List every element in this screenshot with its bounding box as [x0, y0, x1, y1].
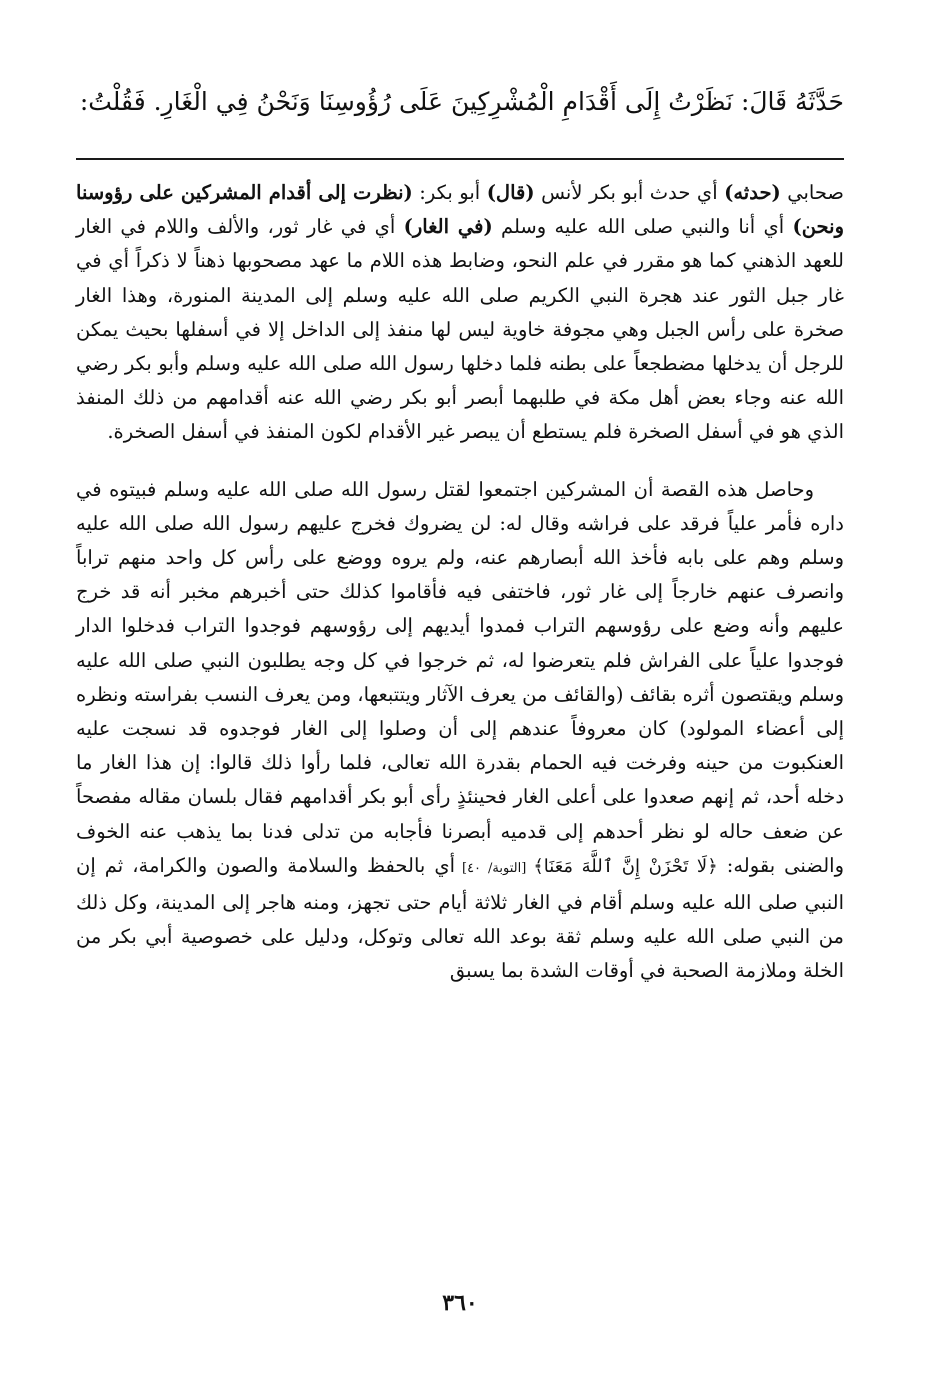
commentary-text: صحابي: [780, 181, 844, 204]
section-divider: [76, 158, 844, 160]
page-number: ٣٦٠: [442, 1290, 478, 1316]
commentary-text: أي في غار ثور، والألف واللام في الغار للعهد الذهني كما هو مقرر في علم النحو، وضابط هذه اللام ما عهد مصحوبها ذهناً لا ذكراً أي في غار جبل الثور عند هجرة النبي الكريم صلى الله عليه وسلم إلى المدينة المنورة، وهذا الغار صخرة على رأس الجبل وهي مجوفة خاوية ليس لها منفذ إلى الداخل إلا في أسفلها بحيث يمكن للرجل أن يدخلها مضطجعاً على بطنه فلما دخلها رسول الله صلى الله عليه وسلم وأبو بكر رضي الله عنه وجاء بعض أهل مكة في طلبهما أبصر أبو بكر رضي الله عنه أقدامهم من ذلك المنفذ الذي هو في أسفل الصخرة فلم يستطع أن يبصر غير الأقدام لكون المنفذ في أسفل الصخرة.: [76, 215, 844, 444]
commentary-text: أي أنا والنبي صلى الله عليه وسلم: [492, 215, 793, 239]
commentary-text: أي بالحفظ والسلامة والصون والكرامة، ثم إن النبي صلى الله عليه وسلم أقام في الغار ثلاثة أيام حتى تجهز، ومنه هاجر إلى المدينة، وكل ذلك من النبي صلى الله عليه وسلم ثقة بوعد الله تعالى وتوكل، ودليل على خصوصية أبي بكر من الخلة وملازمة الصحبة في أوقات الشدة بما يسبق: [76, 853, 844, 983]
hadith-text: حَدَّثَهُ قَالَ: نَظَرْتُ إِلَى أَقْدَامِ الْمُشْرِكِينَ عَلَى رُؤُوسِنَا وَنَحْنُ فِي الْغَارِ. فَقُلْتُ:: [79, 87, 844, 116]
commentary-paragraph-2: [76, 473, 844, 989]
hadith-quote-bold: (حدثه): [724, 181, 781, 204]
commentary-body: [76, 176, 844, 989]
commentary-paragraph-1: [76, 176, 844, 450]
commentary-text: أبو بكر:: [412, 181, 487, 204]
hadith-quote-bold: (في الغار): [403, 215, 493, 239]
hadith-quote-bold: (نظرت إلى أقدام المشركين على رؤوسنا ونحن): [76, 181, 844, 239]
hadith-quote-bold: (قال): [486, 181, 535, 204]
commentary-text: وحاصل هذه القصة أن المشركين اجتمعوا لقتل رسول الله صلى الله عليه وسلم فبيتوه في داره فأمر علياً فرقد على فراشه وقال له: لن يضروك فخرج عليهم رسول الله صلى الله عليه وسلم وهم على بابه فأخذ الله أبصارهم عنه، ولم يروه ووضع على رأس كل واحد منهم تراباً وانصرف عنهم خارجاً إلى غار ثور، فاختفى فيه فأقاموا كذلك حتى أخبرهم مخبر أنه قد خرج عليهم وأنه وضع على رؤوسهم التراب فمدوا أيديهم إلى رؤوسهم فوجدوا التراب فدخلوا الدار فوجدوا علياً على الفراش فلم يتعرضوا له، ثم خرجوا في كل وجه يطلبون النبي صلى الله عليه وسلم ويقتصون أثره بقائف (والقائف من يعرف الآثار ويتتبعها، ومن يعرف النسب بفراسته ونظره إلى أعضاء المولود) كان معروفاً عندهم إلى أن وصلوا إلى الغار فوجدوه قد نسجت عليه العنكبوت من حينه وفرخت فيه الحمام بقدرة الله تعالى، فلما رأوا ذلك قالوا: إن هذا الغار ما دخله أحد، ثم إنهم صعدوا على أعلى الغار فحينئذٍ رأى أبو بكر أقدامهم فقال بلسان مقاله مفصحاً عن ضعف حاله لو نظر أحدهم إلى قدميه أبصرنا فأجابه من تدلى فدنا بما يذهب عنه الخوف والضنى بقوله:: [76, 477, 844, 877]
commentary-text: أي حدث أبو بكر لأنس: [534, 181, 725, 204]
quran-reference: [التوبة/ ٤٠]: [455, 860, 534, 876]
quran-verse: ﴿لَا تَحْزَنْ إِنَّ ٱللَّهَ مَعَنَا﴾: [533, 855, 718, 877]
